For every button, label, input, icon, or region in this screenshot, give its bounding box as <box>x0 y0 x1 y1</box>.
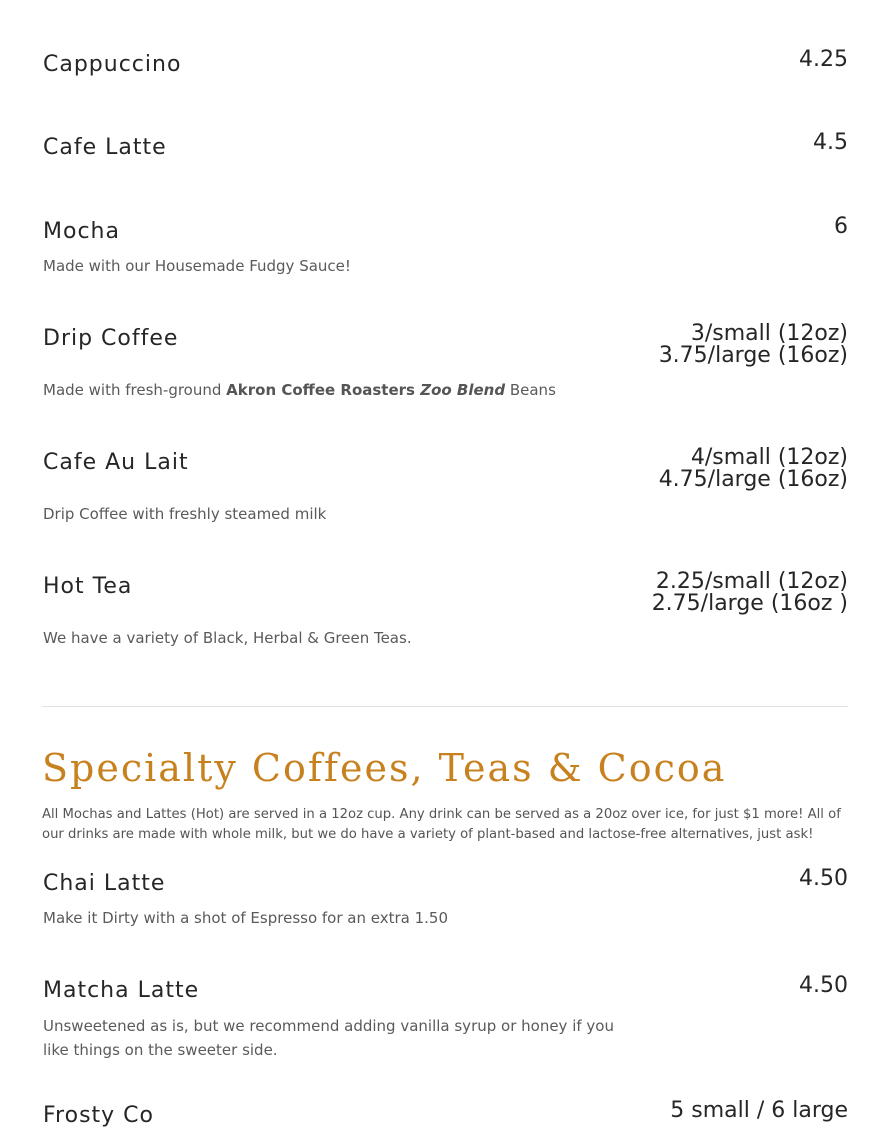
item-price <box>659 323 848 367</box>
item-price: 6 <box>834 214 848 239</box>
item-price: 4.5 <box>813 130 848 155</box>
price-large: 4.75/large (16oz) <box>658 467 848 492</box>
price-small: 3/small (12oz) <box>690 321 848 346</box>
item-description <box>43 378 556 402</box>
desc-roaster: Akron Coffee Roasters <box>226 381 421 399</box>
item-price <box>659 447 848 491</box>
section-note: All Mochas and Lattes (Hot) are served in a 12oz cup. Any drink can be served as a 20oz over ice, for just $1 more! All of our drinks are made with whole milk, but we do have a variety of plant-based and lactose-free alternatives, just ask! <box>42 807 841 842</box>
item-name: Cafe Au Lait <box>43 450 189 475</box>
item-price: 4.50 <box>799 973 848 998</box>
item-name: Matcha Latte <box>43 978 200 1003</box>
price-large: 3.75/large (16oz) <box>658 343 848 368</box>
item-price <box>652 571 848 615</box>
item-description: Unsweetened as is, but we recommend adding vanilla syrup or honey if you like things on the sweeter side. <box>43 1017 614 1059</box>
item-name: Cafe Latte <box>43 135 167 160</box>
item-description: Made with our Housemade Fudgy Sauce! <box>43 257 351 275</box>
section-title: Specialty Coffees, Teas & Cocoa <box>42 746 727 790</box>
item-name: Hot Tea <box>43 574 133 599</box>
item-price: 4.25 <box>799 47 848 72</box>
item-description: Make it Dirty with a shot of Espresso for an extra 1.50 <box>43 909 448 927</box>
item-name: Chai Latte <box>43 871 166 896</box>
item-description: We have a variety of Black, Herbal & Green Teas. <box>43 629 412 647</box>
item-name: Drip Coffee <box>43 326 179 351</box>
price-small: 2.25/small (12oz) <box>655 569 848 594</box>
price-small: 4/small (12oz) <box>690 445 848 470</box>
item-price: 4.50 <box>799 866 848 891</box>
price-large: 2.75/large (16oz ) <box>651 591 848 616</box>
desc-text: Made with fresh-ground <box>43 381 227 399</box>
item-name: Cappuccino <box>43 52 182 77</box>
item-name: Mocha <box>43 219 120 244</box>
section-divider <box>42 706 848 707</box>
item-name: Frosty Co <box>43 1103 154 1128</box>
desc-blend: Zoo Blend <box>420 381 506 399</box>
desc-text-end: Beans <box>505 381 556 399</box>
item-description: Drip Coffee with freshly steamed milk <box>43 505 327 523</box>
item-price: 5 small / 6 large <box>670 1098 848 1123</box>
